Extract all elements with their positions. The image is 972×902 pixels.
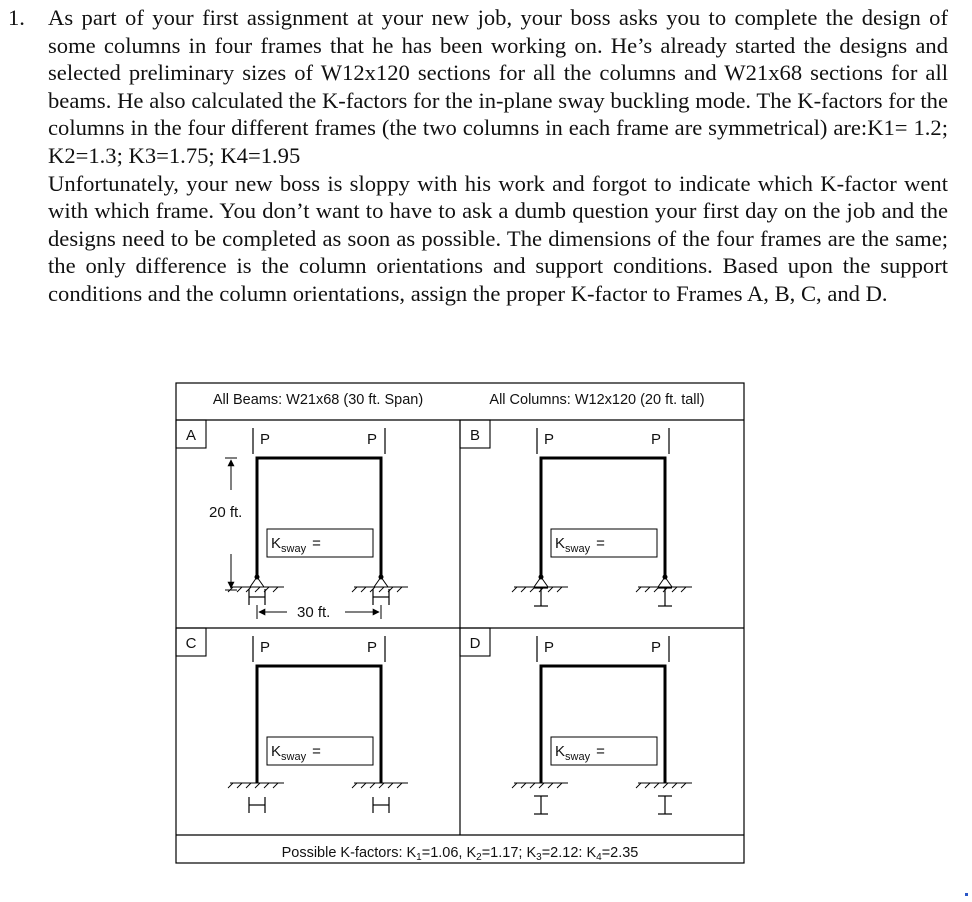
ground-hatch <box>352 587 357 592</box>
ground-hatch <box>636 783 641 788</box>
frame-c <box>176 628 408 813</box>
ground-hatch <box>379 587 384 592</box>
ground-hatch <box>379 783 384 788</box>
ground-hatch <box>557 783 562 788</box>
header-columns: All Columns: W12x120 (20 ft. tall) <box>489 392 705 408</box>
ground-hatch <box>246 783 251 788</box>
problem-text-part1: As part of your first assignment at your new job, your boss asks you to complete the design of some columns in four frames that he has been working on. He’s already started the designs and selected preliminary sizes of W12x120 sections for all the columns and W21x68 sections for all beams. He also calculated the K-factors for the in-plane sway buckling mode. The K-factors for the columns in the four different frames (the two columns in each frame are symmetrical) are: <box>48 5 948 141</box>
footer-k-factors: Possible K-factors: $K_1=1.06$, $K_2=1.17$; $K_3=2.12$: $K_4=2.35$ <box>281 845 639 863</box>
frame-a <box>176 420 408 621</box>
ground-hatch <box>539 783 544 788</box>
pin-leg <box>250 577 257 587</box>
ground-hatch <box>397 587 402 592</box>
right-support <box>352 575 408 606</box>
ground-hatch <box>388 783 393 788</box>
ground-hatch <box>352 783 357 788</box>
ground-hatch <box>255 783 260 788</box>
pin-leg <box>374 577 381 587</box>
ground-hatch <box>681 783 686 788</box>
ksway-label: $K_{sway}$ = <box>271 535 321 555</box>
left-support <box>512 575 568 607</box>
frame-label: B <box>469 427 481 444</box>
right-support <box>636 783 692 814</box>
right-support <box>636 575 692 607</box>
load-p-right: P <box>651 431 662 448</box>
left-support <box>228 783 284 813</box>
ground-hatch <box>557 587 562 592</box>
load-p-left: P <box>260 639 271 656</box>
ground-hatch <box>530 783 535 788</box>
left-support <box>512 783 568 814</box>
pin-leg <box>541 577 548 587</box>
ground-hatch <box>663 783 668 788</box>
load-p-right: P <box>367 431 378 448</box>
ground-hatch <box>273 587 278 592</box>
figure-table <box>176 383 744 863</box>
corner-mark <box>965 893 968 896</box>
ground-hatch <box>548 783 553 788</box>
ground-hatch <box>681 587 686 592</box>
ground-hatch <box>521 783 526 788</box>
pin-leg <box>665 577 672 587</box>
pin-leg <box>381 577 388 587</box>
ground-hatch <box>654 783 659 788</box>
load-p-left: P <box>544 639 555 656</box>
span-dimension: 30 ft. <box>297 604 331 621</box>
ground-hatch <box>397 783 402 788</box>
ground-hatch <box>228 783 233 788</box>
ground-hatch <box>264 783 269 788</box>
pin-leg <box>257 577 264 587</box>
ground-hatch <box>361 587 366 592</box>
frame-d <box>460 628 692 814</box>
ground-hatch <box>255 587 260 592</box>
ground-hatch <box>645 587 650 592</box>
problem-text-part2: Unfortunately, your new boss is sloppy with his work and forgot to indicate which K-factor went with which frame. You don’t want to have to ask a dumb question your first day on the job and the designs need to be completed as soon as possible. The dimensions of the four frames are the same; the only difference is the column orientations and support conditions. Based upon the support conditions and the column orientations, assign the proper K-factor to Frames A, B, C, and D. <box>48 170 948 306</box>
ground-hatch <box>237 783 242 788</box>
ground-hatch <box>548 587 553 592</box>
load-p-right: P <box>651 639 662 656</box>
header-beams: All Beams: W21x68 (30 ft. Span) <box>212 392 424 408</box>
load-p-left: P <box>544 431 555 448</box>
ground-hatch <box>636 587 641 592</box>
pin-leg <box>534 577 541 587</box>
ground-hatch <box>672 783 677 788</box>
frame-label: D <box>469 635 481 652</box>
ground-hatch <box>512 783 517 788</box>
frame-b <box>460 420 692 606</box>
ground-hatch <box>512 587 517 592</box>
load-p-left: P <box>260 431 271 448</box>
problem-number: 1. <box>8 5 25 30</box>
ksway-label: $K_{sway}$ = <box>555 535 605 555</box>
ground-hatch <box>645 783 650 788</box>
problem-k-values: K1= 1.2; K2=1.3; K3=1.75; K4=1.95 <box>48 115 948 168</box>
ground-hatch <box>273 783 278 788</box>
frame-label: C <box>185 635 197 652</box>
pin-leg <box>658 577 665 587</box>
ground-hatch <box>521 587 526 592</box>
right-support <box>352 783 408 813</box>
ksway-label: $K_{sway}$ = <box>271 743 321 763</box>
ground-hatch <box>237 587 242 592</box>
height-dimension: 20 ft. <box>209 504 243 521</box>
ground-hatch <box>361 783 366 788</box>
ground-hatch <box>672 587 677 592</box>
frame-label: A <box>185 427 197 444</box>
ground-hatch <box>370 783 375 788</box>
ksway-label: $K_{sway}$ = <box>555 743 605 763</box>
load-p-right: P <box>367 639 378 656</box>
